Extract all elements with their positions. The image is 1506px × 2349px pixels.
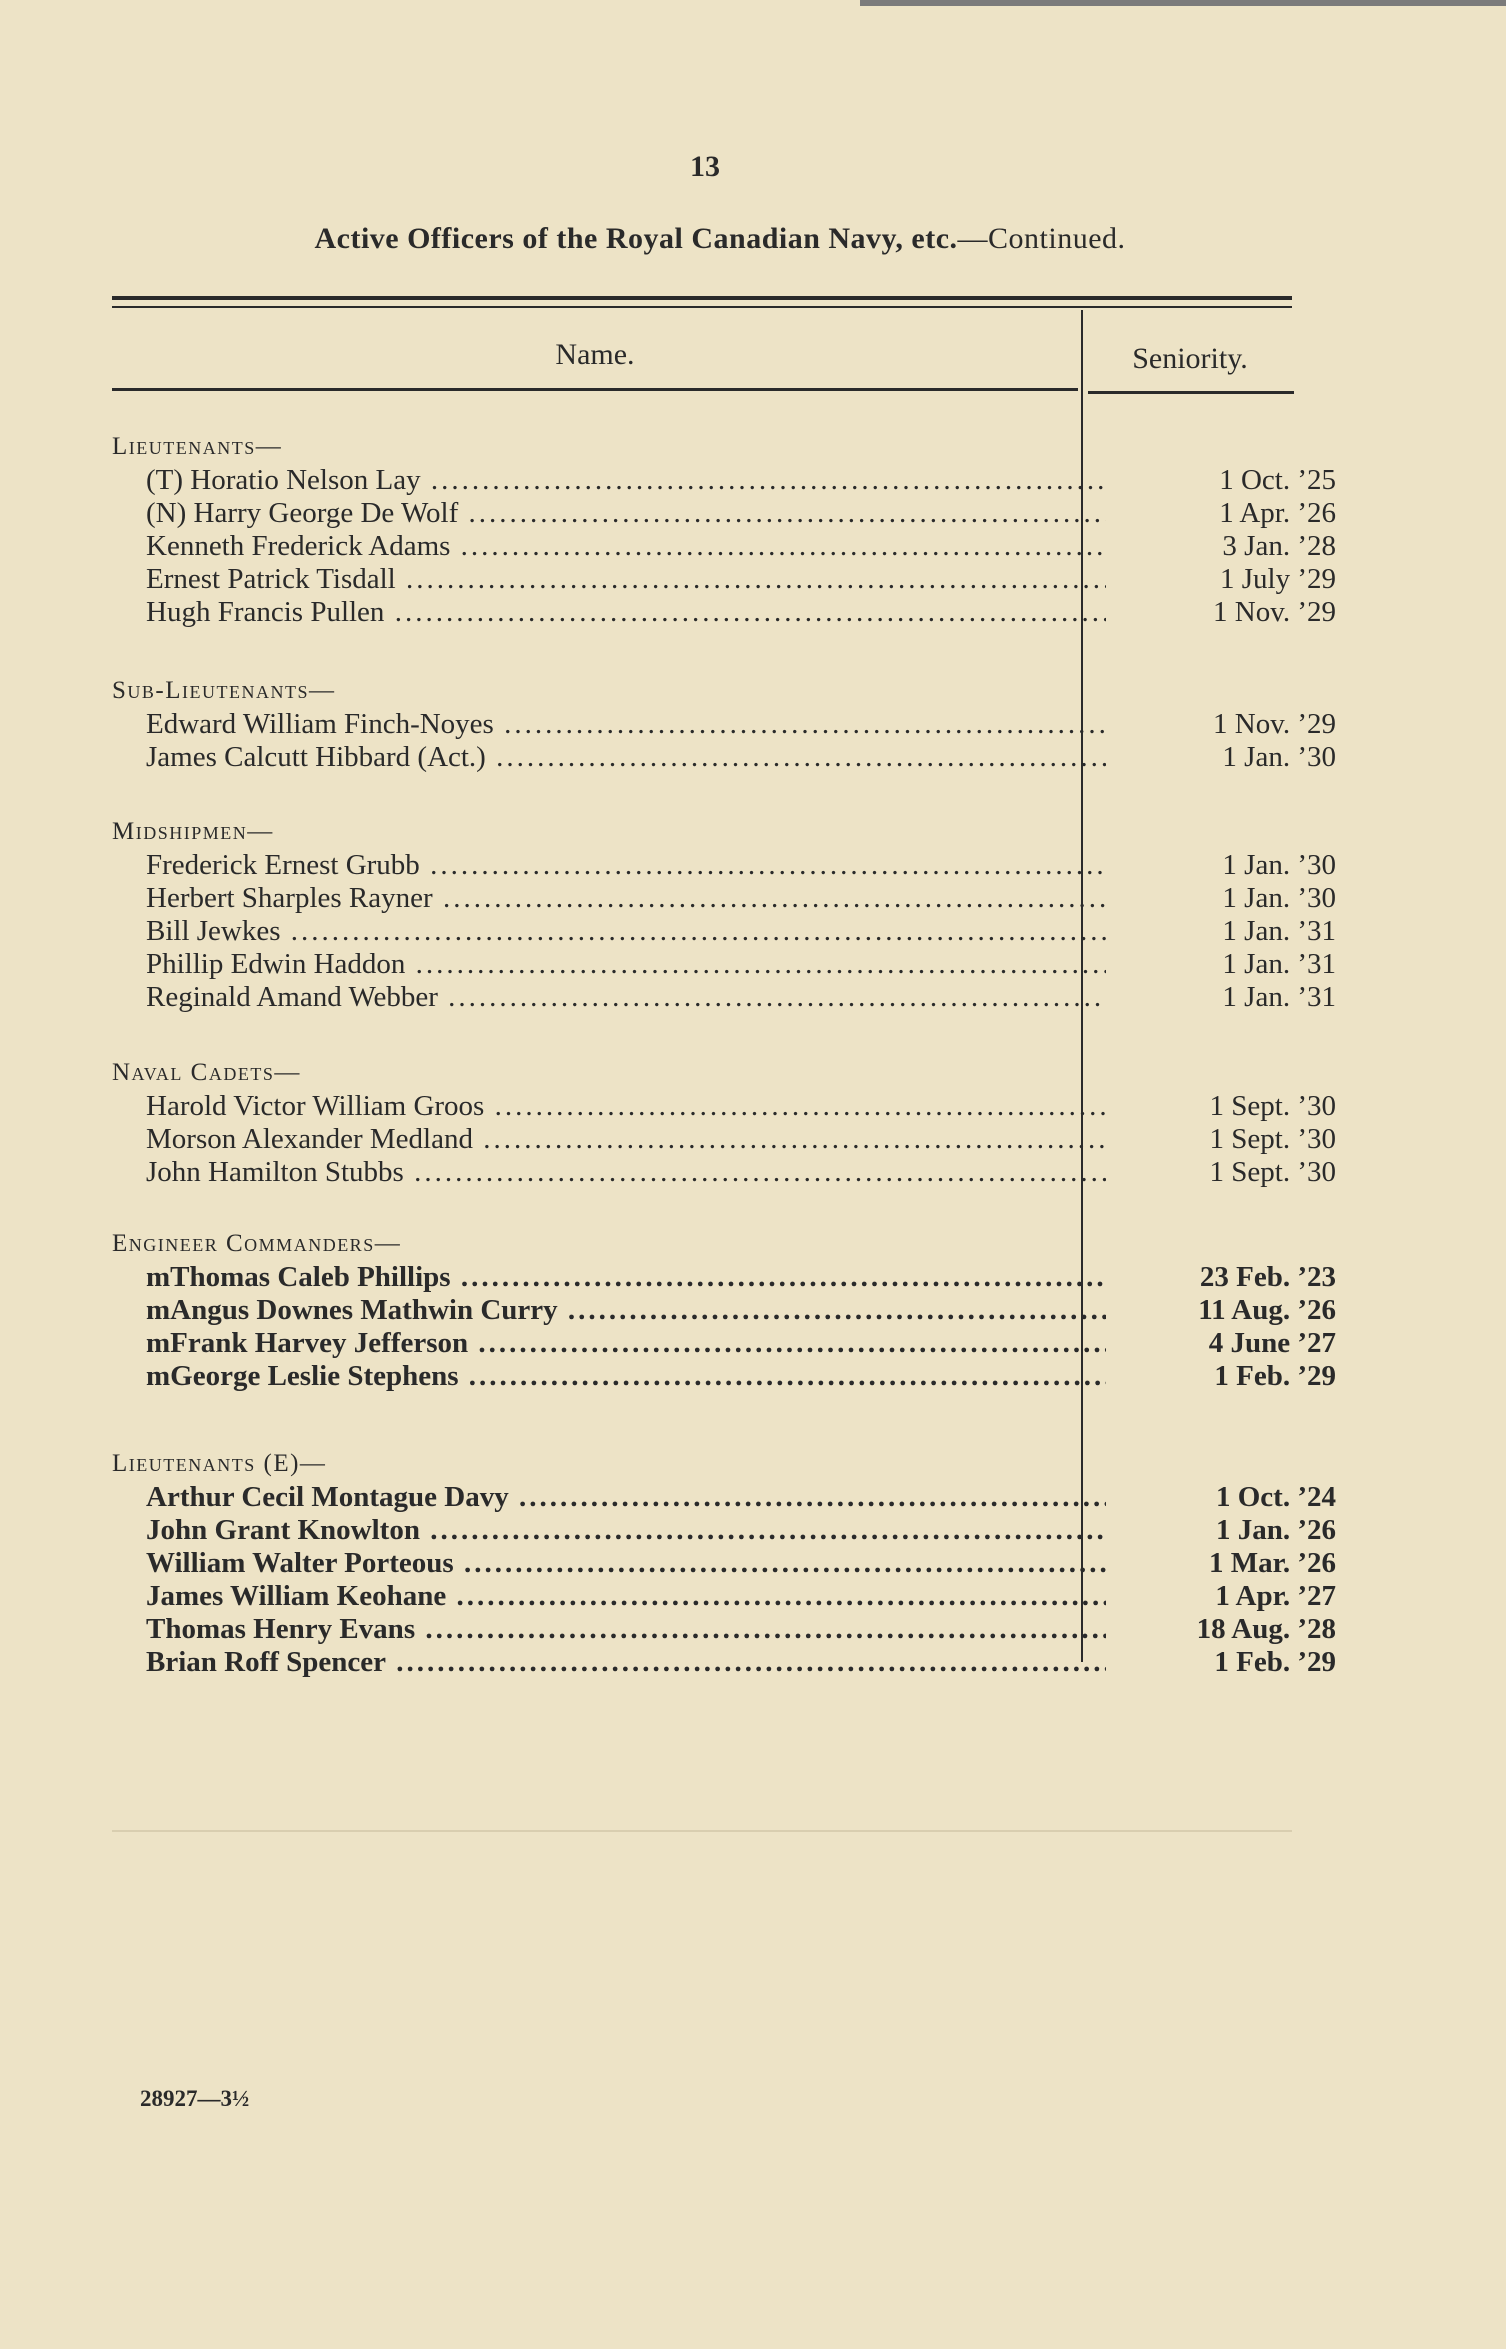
officer-name: Brian Roff Spencer ..... [112,1646,1106,1679]
seniority-date: 1 Feb. ’29 [1214,1360,1336,1392]
officer-name: John Hamilton Stubbs ..... [112,1156,1106,1189]
seniority-date: 1 Oct. ’24 [1216,1481,1336,1513]
table-row [112,497,1336,530]
officer-name: (T) Horatio Nelson Lay ..... [112,464,1106,497]
officer-name: mFrank Harvey Jefferson ..... [112,1327,1106,1360]
seniority-date: 1 Sept. ’30 [1209,1156,1336,1188]
officer-name: mAngus Downes Mathwin Curry ..... [112,1294,1106,1327]
officer-name: John Grant Knowlton ..... [112,1514,1106,1547]
section-lieutenants-e [112,1447,1336,1679]
table-row [112,596,1336,629]
section-title: Engineer Commanders— [112,1230,402,1257]
officer-name: Thomas Henry Evans ..... [112,1613,1106,1646]
bottom-rule [112,1830,1292,1832]
top-rule-thin [112,306,1292,308]
seniority-date: 1 July ’29 [1220,563,1336,595]
section-title: Lieutenants— [112,433,283,460]
seniority-date: 1 Jan. ’31 [1222,915,1336,947]
seniority-date: 1 Apr. ’27 [1215,1580,1336,1612]
officer-name: Reginald Amand Webber ..... [112,981,1106,1014]
seniority-date: 1 Jan. ’26 [1215,1514,1336,1546]
page-number: 13 [690,150,720,183]
section-title: Sub-Lieutenants— [112,677,336,704]
seniority-date: 1 Jan. ’31 [1222,948,1336,980]
table-row [112,1123,1336,1156]
table-row [112,563,1336,596]
officer-name: Bill Jewkes ..... [112,915,1106,948]
officer-name: Ernest Patrick Tisdall ..... [112,563,1106,596]
officer-name: Edward William Finch-Noyes ..... [112,708,1106,741]
page-title [170,222,1270,256]
seniority-date: 1 Apr. ’26 [1219,497,1336,529]
table-row [112,1481,1336,1514]
table-row [112,948,1336,981]
seniority-date: 1 Jan. ’31 [1222,981,1336,1013]
officer-name: Kenneth Frederick Adams ..... [112,530,1106,563]
table-row [112,464,1336,497]
table-row [112,1360,1336,1393]
seniority-date: 1 Nov. ’29 [1213,708,1336,740]
table-row [112,882,1336,915]
table-row [112,1327,1336,1360]
section-sub-lieutenants [112,674,1336,774]
table-row [112,1294,1336,1327]
table-row [112,1156,1336,1189]
table-row [112,1613,1336,1646]
seniority-header-underline [1088,391,1294,394]
officer-name: Morson Alexander Medland ..... [112,1123,1106,1156]
seniority-date: 1 Jan. ’30 [1222,849,1336,881]
seniority-date: 1 Sept. ’30 [1209,1090,1336,1122]
officer-name: James Calcutt Hibbard (Act.) ..... [112,741,1106,774]
seniority-column-header: Seniority. [1132,342,1248,375]
section-title: Midshipmen— [112,818,274,845]
section-title: Lieutenants (E)— [112,1450,327,1477]
table-row [112,1646,1336,1679]
officer-name: (N) Harry George De Wolf ..... [112,497,1106,530]
seniority-date: 1 Jan. ’30 [1222,882,1336,914]
table-row [112,708,1336,741]
name-header-underline [112,388,1078,391]
officer-name: mGeorge Leslie Stephens ..... [112,1360,1106,1393]
table-row [112,741,1336,774]
seniority-date: 18 Aug. ’28 [1196,1613,1336,1645]
name-column-header: Name. [555,338,635,371]
table-row [112,530,1336,563]
section-naval-cadets [112,1056,1336,1189]
table-row [112,849,1336,882]
table-row [112,1580,1336,1613]
top-rule-thick [112,296,1292,300]
table-row [112,1261,1336,1294]
table-row [112,981,1336,1014]
seniority-date: 1 Feb. ’29 [1214,1646,1336,1678]
officer-name: Harold Victor William Groos ..... [112,1090,1106,1123]
title-continued: —Continued. [957,222,1126,255]
officer-name: mThomas Caleb Phillips ..... [112,1261,1106,1294]
officer-name: Hugh Francis Pullen ..... [112,596,1106,629]
seniority-date: 1 Nov. ’29 [1213,596,1336,628]
table-row [112,1547,1336,1580]
officer-name: James William Keohane ..... [112,1580,1106,1613]
title-text: Active Officers of the Royal Canadian Navy, etc. [314,222,958,255]
table-row [112,1514,1336,1547]
table-row [112,915,1336,948]
seniority-date: 4 June ’27 [1208,1327,1336,1359]
table-row [112,1090,1336,1123]
section-engineer-commanders [112,1227,1336,1393]
seniority-date: 1 Jan. ’30 [1222,741,1336,773]
seniority-date: 3 Jan. ’28 [1222,530,1336,562]
page-top-edge [860,0,1506,6]
officer-name: Phillip Edwin Haddon ..... [112,948,1106,981]
seniority-date: 1 Sept. ’30 [1209,1123,1336,1155]
footer-code: 28927—3½ [140,2086,250,2111]
seniority-date: 1 Oct. ’25 [1219,464,1336,496]
seniority-date: 23 Feb. ’23 [1199,1261,1336,1293]
seniority-date: 11 Aug. ’26 [1198,1294,1336,1326]
section-midshipmen [112,815,1336,1014]
section-lieutenants [112,430,1336,629]
officer-name: Frederick Ernest Grubb ..... [112,849,1106,882]
officer-name: Arthur Cecil Montague Davy ..... [112,1481,1106,1514]
officer-name: William Walter Porteous ..... [112,1547,1106,1580]
section-title: Naval Cadets— [112,1059,301,1086]
seniority-date: 1 Mar. ’26 [1209,1547,1336,1579]
officer-name: Herbert Sharples Rayner ..... [112,882,1106,915]
